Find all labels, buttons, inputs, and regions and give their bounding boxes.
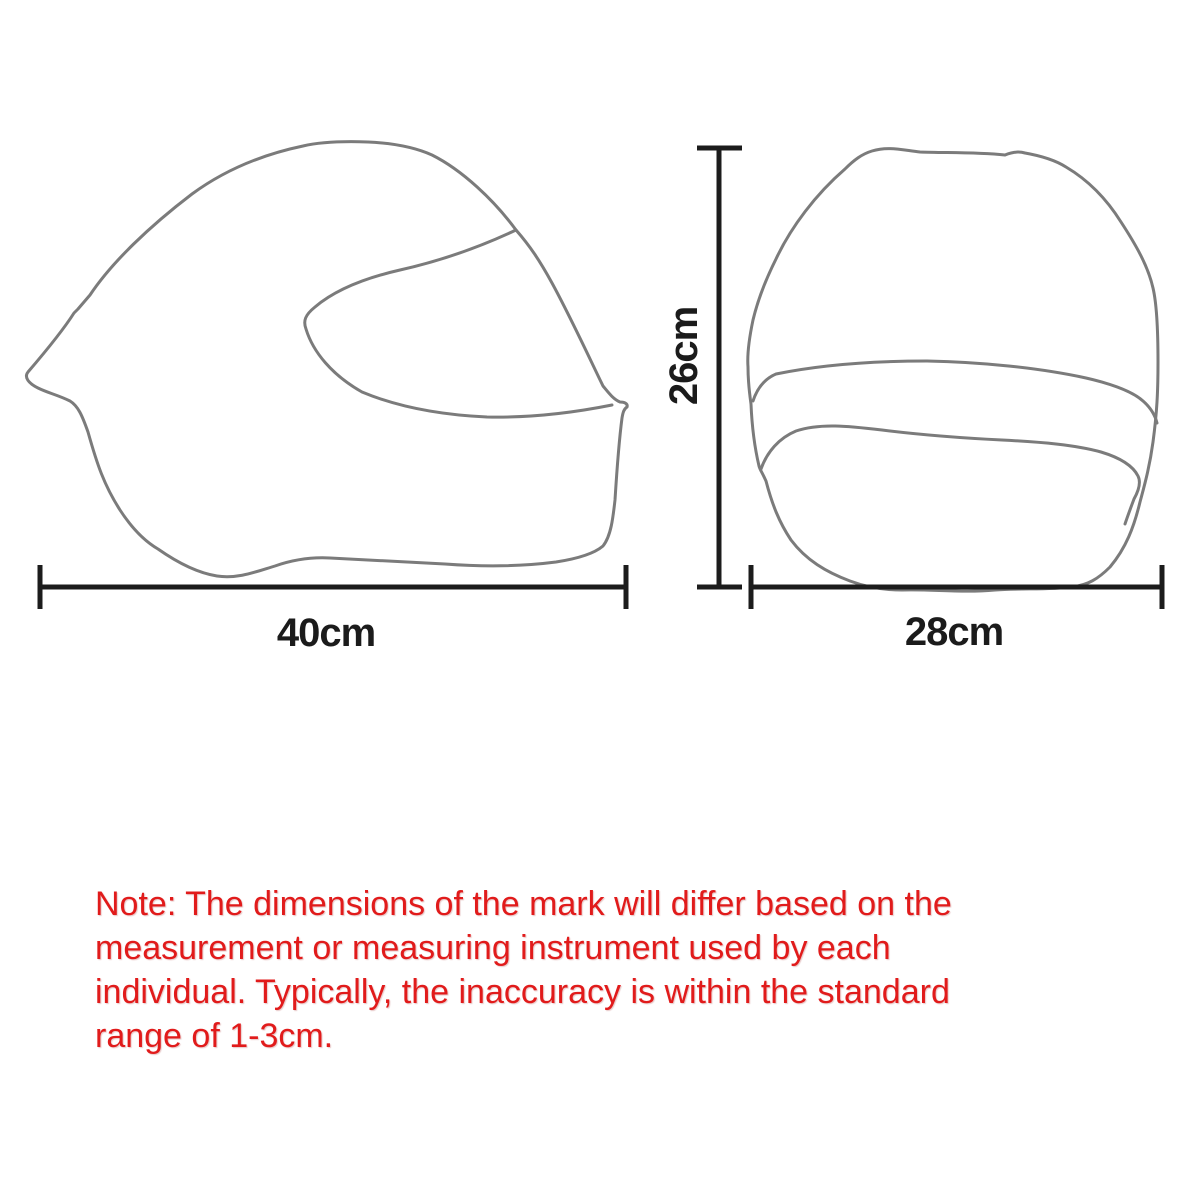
back-height-dimension: [662, 148, 742, 587]
back-width-label: 28cm: [904, 610, 1004, 654]
back-height-label: 26cm: [662, 306, 706, 406]
note-line: measurement or measuring instrument used by each: [95, 929, 891, 967]
side-view-helmet-outline: [26, 142, 627, 577]
side-view-visor: [305, 230, 612, 417]
note-line: Note: The dimensions of the mark will differ based on the: [95, 885, 952, 923]
side-view-helmet: [26, 142, 627, 577]
side-width-dimension: [40, 565, 626, 655]
back-view-helmet-outline: [748, 149, 1158, 592]
back-view-spoiler-band: [753, 361, 1157, 423]
back-view-neck-band: [761, 426, 1139, 524]
back-view-helmet: [748, 149, 1158, 592]
side-width-label: 40cm: [276, 611, 376, 655]
note-text: [95, 882, 1055, 1058]
note-line: range of 1-3cm.: [95, 1017, 334, 1055]
note-line: individual. Typically, the inaccuracy is within the standard: [95, 973, 950, 1011]
back-width-dimension: [751, 565, 1162, 654]
